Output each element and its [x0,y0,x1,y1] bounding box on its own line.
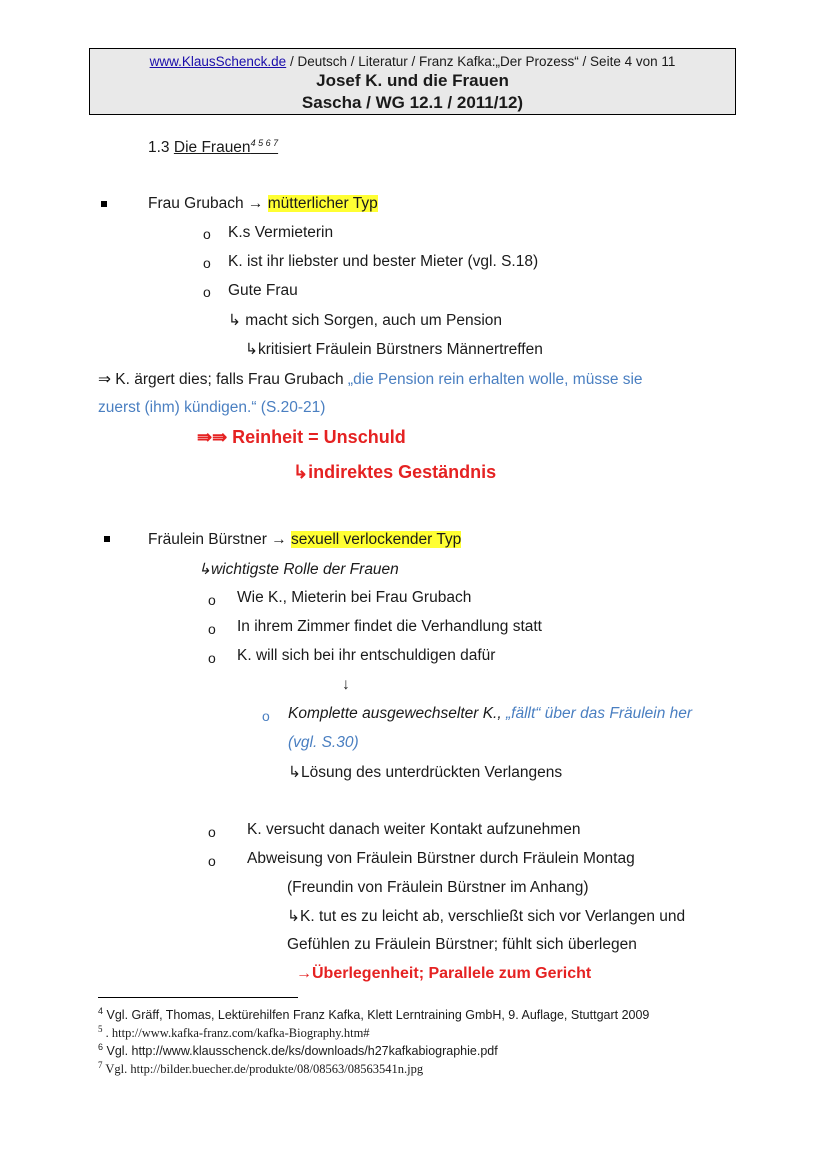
buerstner-role: ↳wichtigste Rolle der Frauen [198,561,399,578]
buerstner-italic-line: Komplette ausgewechselter K., „fällt“ über das Fräulein her [288,705,693,722]
page-header [89,48,736,115]
grubach-conclusion: ⇒ K. ärgert dies; falls Frau Grubach „die Pension rein erhalten wolle, müsse sie [98,371,643,388]
footnote-4: $^4$ Vgl. Gräff, Thomas, Lektürehilfen Franz Kafka, Klett Lerntraining GmbH, 9. Auflage, Stuttgart 2009 [98,1006,650,1023]
section-title: Die Frauen$^{4 5 6 7}$ [173,138,279,157]
grubach-quote: „die Pension rein erhalten wolle, müsse sie [347,371,643,388]
bullet-circle: o [208,650,216,666]
grubach-item-1: K.s Vermieterin [228,224,334,241]
footnote-5: $^5$ . http://www.kafka-franz.com/kafka-Biography.htm# [98,1024,370,1041]
website-link[interactable]: www.KlausSchenck.de [149,54,287,69]
document-title: Josef K. und die Frauen [316,71,509,90]
buerstner-item-4: K. versucht danach weiter Kontakt aufzunehmen [247,821,581,838]
section-number: 1.3 [148,139,170,157]
grubach-red-conclusion: ⇛⇛ Reinheit = Unschuld [197,427,406,447]
buerstner-tut-2: Gefühlen zu Fräulein Bürstner; fühlt sich überlegen [287,936,637,953]
footnote-7: $^7$ Vgl. http://bilder.buecher.de/produkte/08/08563/08563541n.jpg [98,1060,424,1077]
bullet-circle: o [203,226,211,242]
grubach-item-2: K. ist ihr liebster und bester Mieter (vgl. S.18) [228,253,539,270]
grubach-item-3: Gute Frau [228,282,298,299]
bullet-circle: o [203,255,211,271]
buerstner-loesung: ↳Lösung des unterdrückten Verlangens [288,764,563,781]
buerstner-freundin: (Freundin von Fräulein Bürstner im Anhang) [287,879,589,896]
bullet-square [104,536,110,542]
bullet-circle: o [208,592,216,608]
footnote-6: $^6$ Vgl. http://www.klausschenck.de/ks/downloads/h27kafkabiographie.pdf [98,1042,498,1059]
buerstner-item-1: Wie K., Mieterin bei Frau Grubach [237,589,472,606]
header-path: / Deutsch / Literatur / Franz Kafka:„Der Prozess“ / Seite 4 von 11 [286,54,676,69]
buerstner-quote: „fällt“ über das Fräulein her [505,705,693,722]
footnote-separator [98,997,298,998]
bullet-circle: o [208,621,216,637]
section-footnote-refs: 4 5 6 7 [250,138,279,148]
bullet-circle: o [208,824,216,840]
grubach-quote-cont: zuerst (ihm) kündigen.“ (S.20-21) [98,399,326,416]
grubach-sub-1: ↳ macht sich Sorgen, auch um Pension [228,312,503,329]
buerstner-item-3: K. will sich bei ihr entschuldigen dafür [237,647,496,664]
grubach-heading: Frau Grubach → mütterlicher Typ [148,195,378,212]
buerstner-page-ref: (vgl. S.30) [288,734,359,751]
down-arrow-icon: ↓ [342,676,350,693]
buerstner-item-2: In ihrem Zimmer findet die Verhandlung statt [237,618,542,635]
buerstner-tut-1: ↳K. tut es zu leicht ab, verschließt sich vor Verlangen und [287,908,686,925]
buerstner-type: sexuell verlockender Typ [291,531,462,548]
bullet-circle: o [208,853,216,869]
header-path-line [90,54,735,69]
bullet-square [101,201,107,207]
document-subtitle: Sascha / WG 12.1 / 2011/12) [301,93,524,112]
grubach-sub-2: ↳kritisiert Fräulein Bürstners Männertreffen [245,341,543,358]
section-heading [148,138,278,157]
grubach-type: mütterlicher Typ [267,195,378,212]
bullet-circle: o [262,708,270,724]
bullet-circle: o [203,284,211,300]
buerstner-heading: Fräulein Bürstner → sexuell verlockender Typ [148,531,462,548]
buerstner-red-conclusion: →Überlegenheit; Parallele zum Gericht [296,965,592,982]
buerstner-item-5: Abweisung von Fräulein Bürstner durch Fräulein Montag [247,850,635,867]
grubach-red-confession: ↳indirektes Geständnis [293,462,497,482]
